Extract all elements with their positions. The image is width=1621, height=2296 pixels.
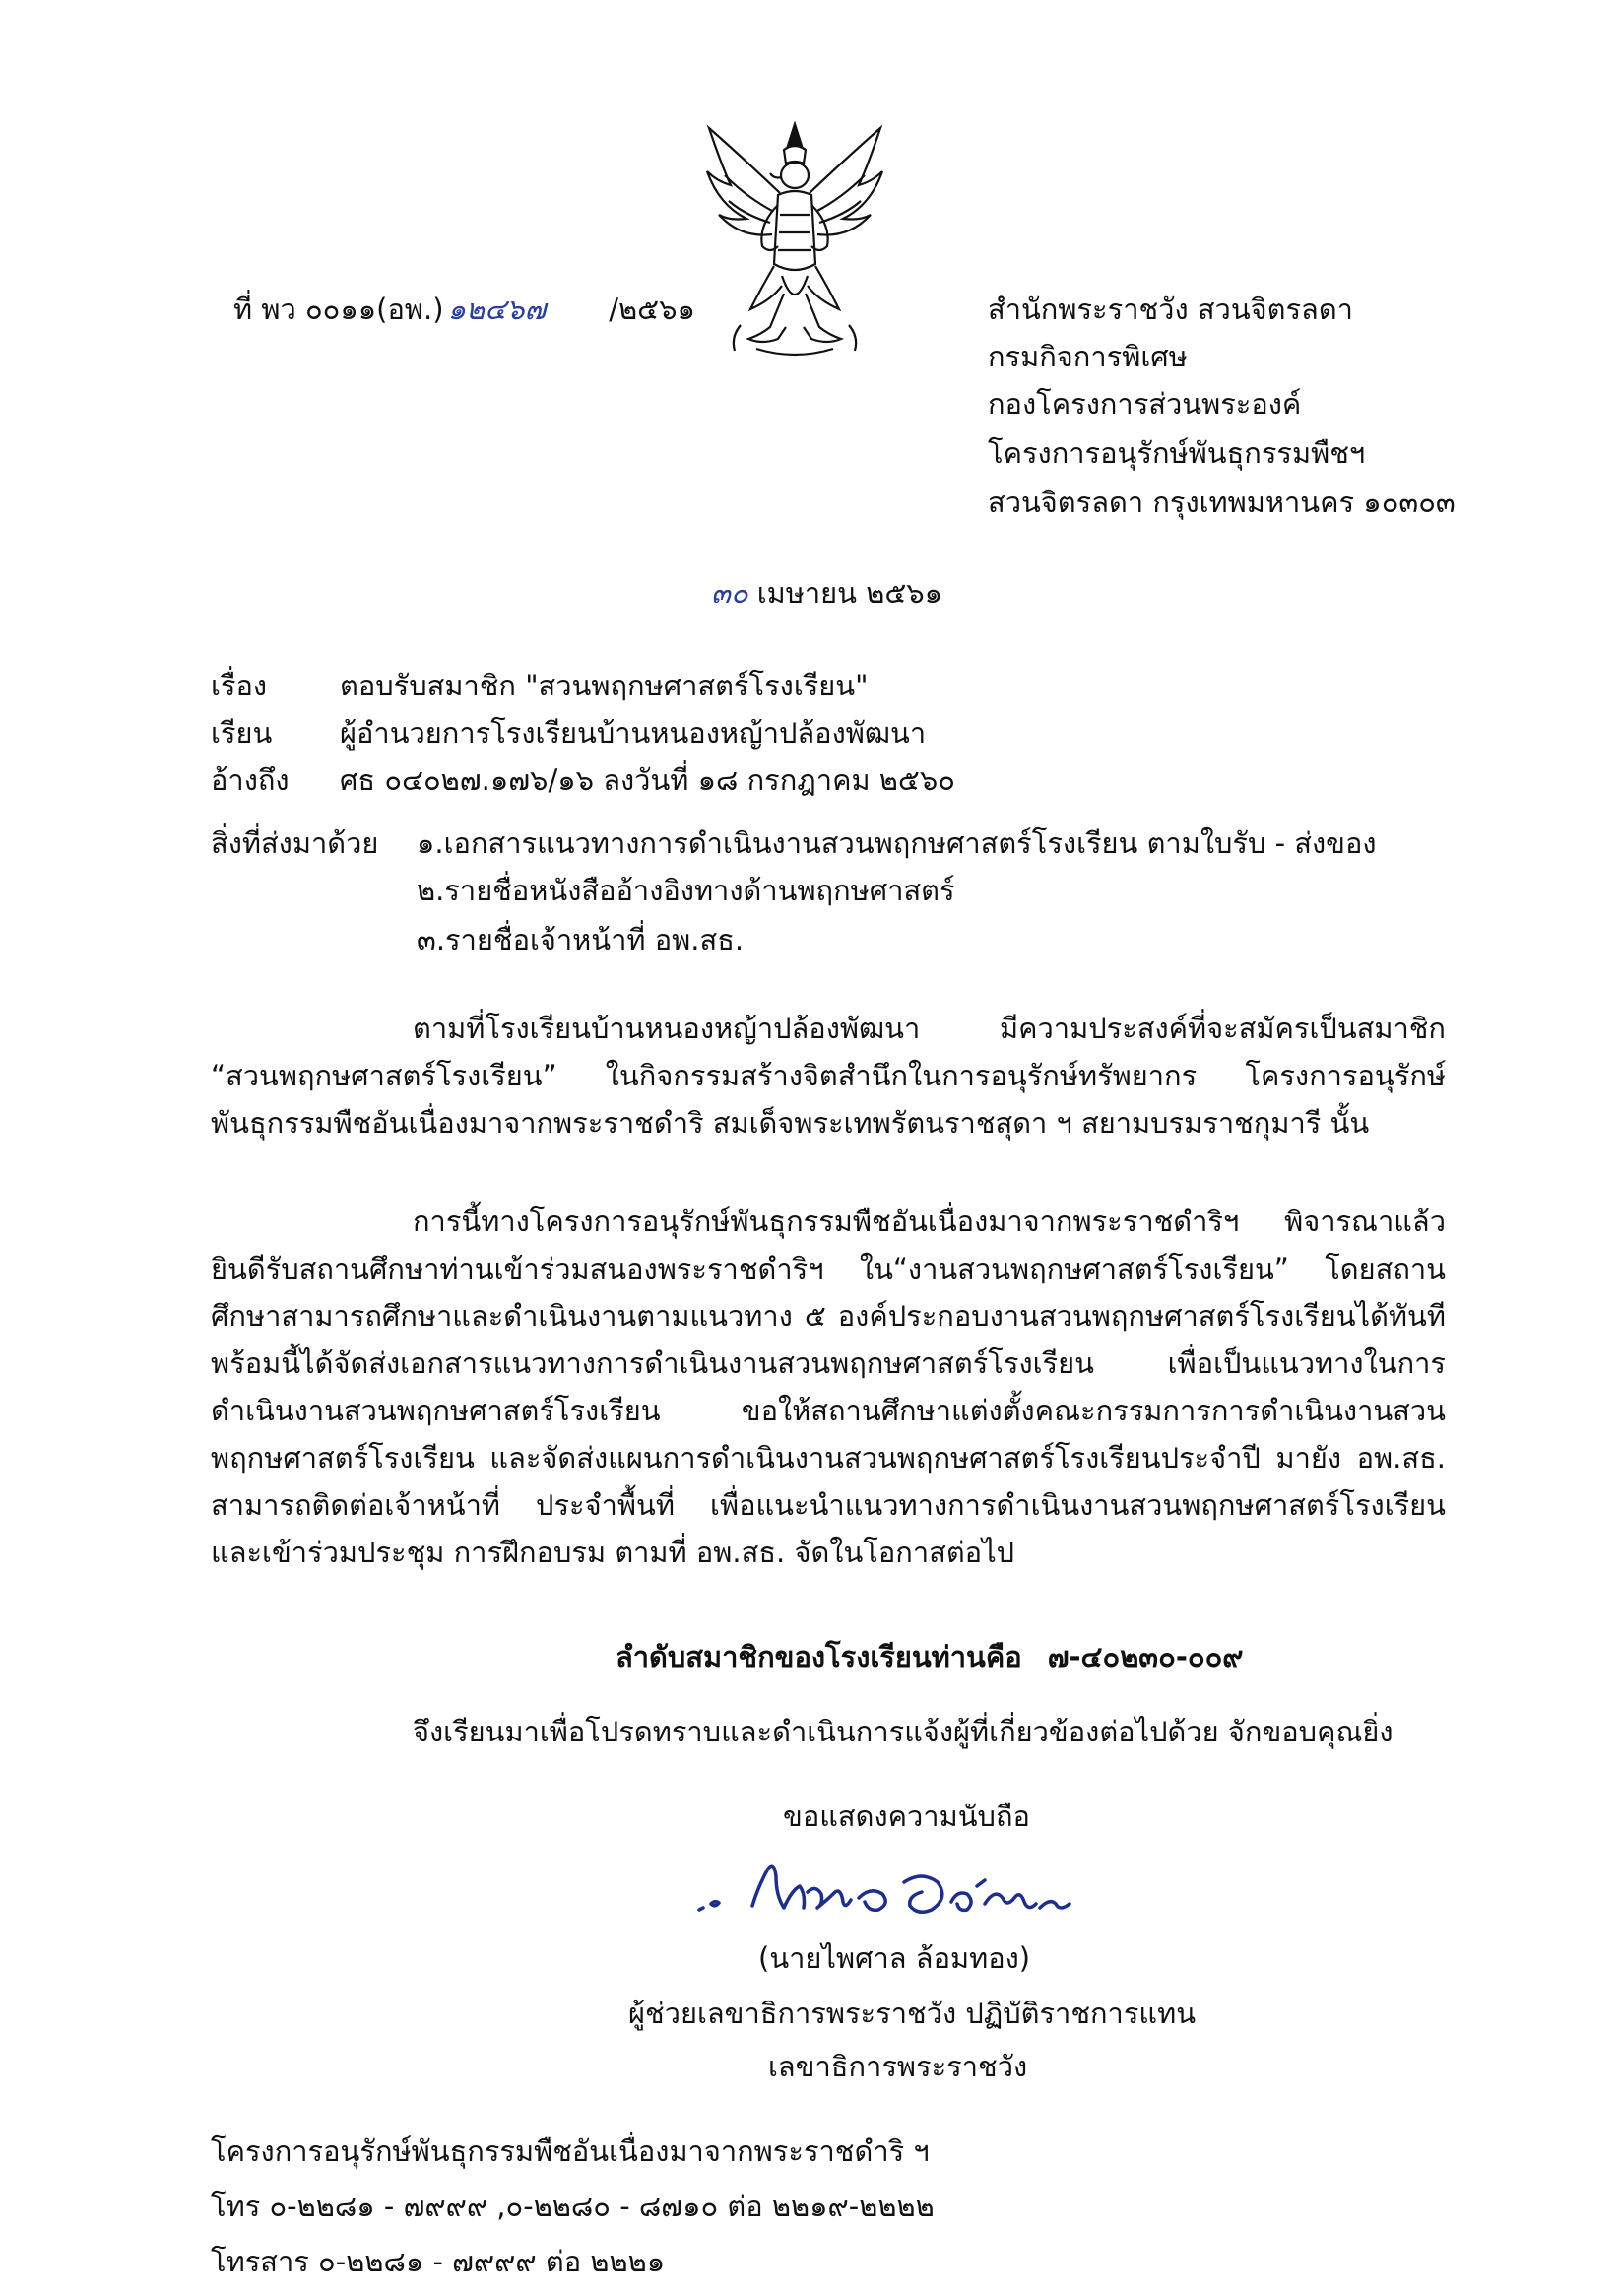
handwritten-signature: [689, 1847, 1113, 1935]
letter-date: [711, 573, 942, 613]
signatory-name: (นายไพศาล ล้อมทอง): [758, 1941, 1031, 1975]
sender-line-2: กรมกิจการพิเศษ: [988, 340, 1188, 373]
body-paragraph-1: [211, 1005, 1446, 1147]
footer-fax: โทรสาร ๐-๒๒๘๑ - ๗๙๙๙ ต่อ ๒๒๒๑: [211, 2245, 666, 2278]
regards-text: ขอแสดงความนับถือ: [783, 1800, 1030, 1833]
enclosure-item-2: ๒.รายชื่อหนังสืออ้างอิงทางด้านพฤกษศาสตร์: [417, 874, 955, 907]
subject-text: ตอบรับสมาชิก "สวนพฤกษศาสตร์โรงเรียน": [340, 669, 869, 702]
reference-text: ศธ ๐๔๐๒๗.๑๗๖/๑๖ ลงวันที่ ๑๘ กรกฎาคม ๒๕๖๐: [340, 763, 955, 797]
reference-prefix: ที่ พว ๐๐๑๑(อพ.): [233, 293, 444, 326]
reference-handwritten-number: ๑๒๔๖๗: [447, 293, 547, 326]
enclosure-item-3: ๓.รายชื่อเจ้าหน้าที่ อพ.สธ.: [417, 923, 745, 956]
reference-number-line: [233, 290, 695, 329]
footer-project-name: โครงการอนุรักษ์พันธุกรรมพืชอันเนื่องมาจากพระราชดำริ ฯ: [211, 2134, 930, 2168]
footer-telephone: โทร ๐-๒๒๘๑ - ๗๙๙๙ ,๐-๒๒๘๐ - ๘๗๑๐ ต่อ ๒๒๑๙-๒๒๒๒: [211, 2190, 935, 2223]
signatory-position-line-1: ผู้ช่วยเลขาธิการพระราชวัง ปฏิบัติราชการแทน: [628, 1997, 1197, 2030]
member-number-label: ลำดับสมาชิกของโรงเรียนท่านคือ: [616, 1640, 1022, 1673]
member-number-line: [616, 1637, 1244, 1676]
sender-line-3: กองโครงการส่วนพระองค์: [988, 387, 1302, 421]
reference-year: /๒๕๖๑: [609, 293, 695, 326]
sender-line-4: โครงการอนุรักษ์พันธุกรรมพืชฯ: [988, 436, 1366, 470]
reference-label: อ้างถึง: [211, 763, 290, 797]
recipient-text: ผู้อำนวยการโรงเรียนบ้านหนองหญ้าปล้องพัฒนา: [340, 716, 927, 750]
date-day-handwritten: ๓๐: [711, 576, 748, 610]
garuda-emblem-icon: [701, 116, 888, 362]
closing-sentence: จึงเรียนมาเพื่อโปรดทราบและดำเนินการแจ้งผู้ที่เกี่ยวข้องต่อไปด้วย จักขอบคุณยิ่ง: [413, 1715, 1394, 1748]
recipient-label: เรียน: [211, 716, 273, 750]
body-paragraph-2: [211, 1198, 1446, 1576]
signatory-position-line-2: เลขาธิการพระราชวัง: [768, 2050, 1028, 2083]
enclosure-label: สิ่งที่ส่งมาด้วย: [211, 826, 379, 860]
date-month-year: เมษายน ๒๕๖๑: [747, 576, 943, 610]
paragraph-2-text: การนี้ทางโครงการอนุรักษ์พันธุกรรมพืชอันเนื่องมาจากพระราชดำริฯ พิจารณาแล้ว ยินดีรับสถานศึกษาท่านเข้าร่วมสนองพระราชดำริฯ ใน“งานสวนพฤกษศาสตร์โรงเรียน” โดยสถานศึกษาสามารถศึกษาและดำเนินงานตามแนวทาง ๕ องค์ประกอบงานสวนพฤกษศาสตร์โรงเรียนได้ทันที พร้อมนี้ได้จัดส่งเอกสารแนวทางการดำเนินงานสวนพฤกษศาสตร์โรงเรียน เพื่อเป็นแนวทางในการดำเนินงานสวนพฤกษศาสตร์โรงเรียน ขอให้สถานศึกษาแต่งตั้งคณะกรรมการการดำเนินงานสวนพฤกษศาสตร์โรงเรียน และจัดส่งแผนการดำเนินงานสวนพฤกษศาสตร์โรงเรียนประจำปี มายัง อพ.สธ. สามารถติดต่อเจ้าหน้าที่ ประจำพื้นที่ เพื่อแนะนำแนวทางการดำเนินงานสวนพฤกษศาสตร์โรงเรียน และเข้าร่วมประชุม การฝึกอบรม ตามที่ อพ.สธ. จัดในโอกาสต่อไป: [211, 1205, 1446, 1569]
sender-line-1: สำนักพระราชวัง สวนจิตรลดา: [988, 293, 1353, 326]
subject-label: เรื่อง: [211, 669, 268, 702]
paragraph-1-text: ตามที่โรงเรียนบ้านหนองหญ้าปล้องพัฒนา มีความประสงค์ที่จะสมัครเป็นสมาชิก “สวนพฤกษศาสตร์โรงเรียน” ในกิจกรรมสร้างจิตสำนึกในการอนุรักษ์ทรัพยากร โครงการอนุรักษ์พันธุกรรมพืชอันเนื่องมาจากพระราชดำริ สมเด็จพระเทพรัตนราชสุดา ฯ สยามบรมราชกุมารี นั้น: [211, 1012, 1446, 1140]
enclosure-item-1: ๑.เอกสารแนวทางการดำเนินงานสวนพฤกษศาสตร์โรงเรียน ตามใบรับ - ส่งของ: [417, 826, 1377, 860]
sender-line-5: สวนจิตรลดา กรุงเทพมหานคร ๑๐๓๐๓: [988, 486, 1456, 519]
member-number-value: ๗-๔๐๒๓๐-๐๐๙: [1047, 1640, 1244, 1673]
